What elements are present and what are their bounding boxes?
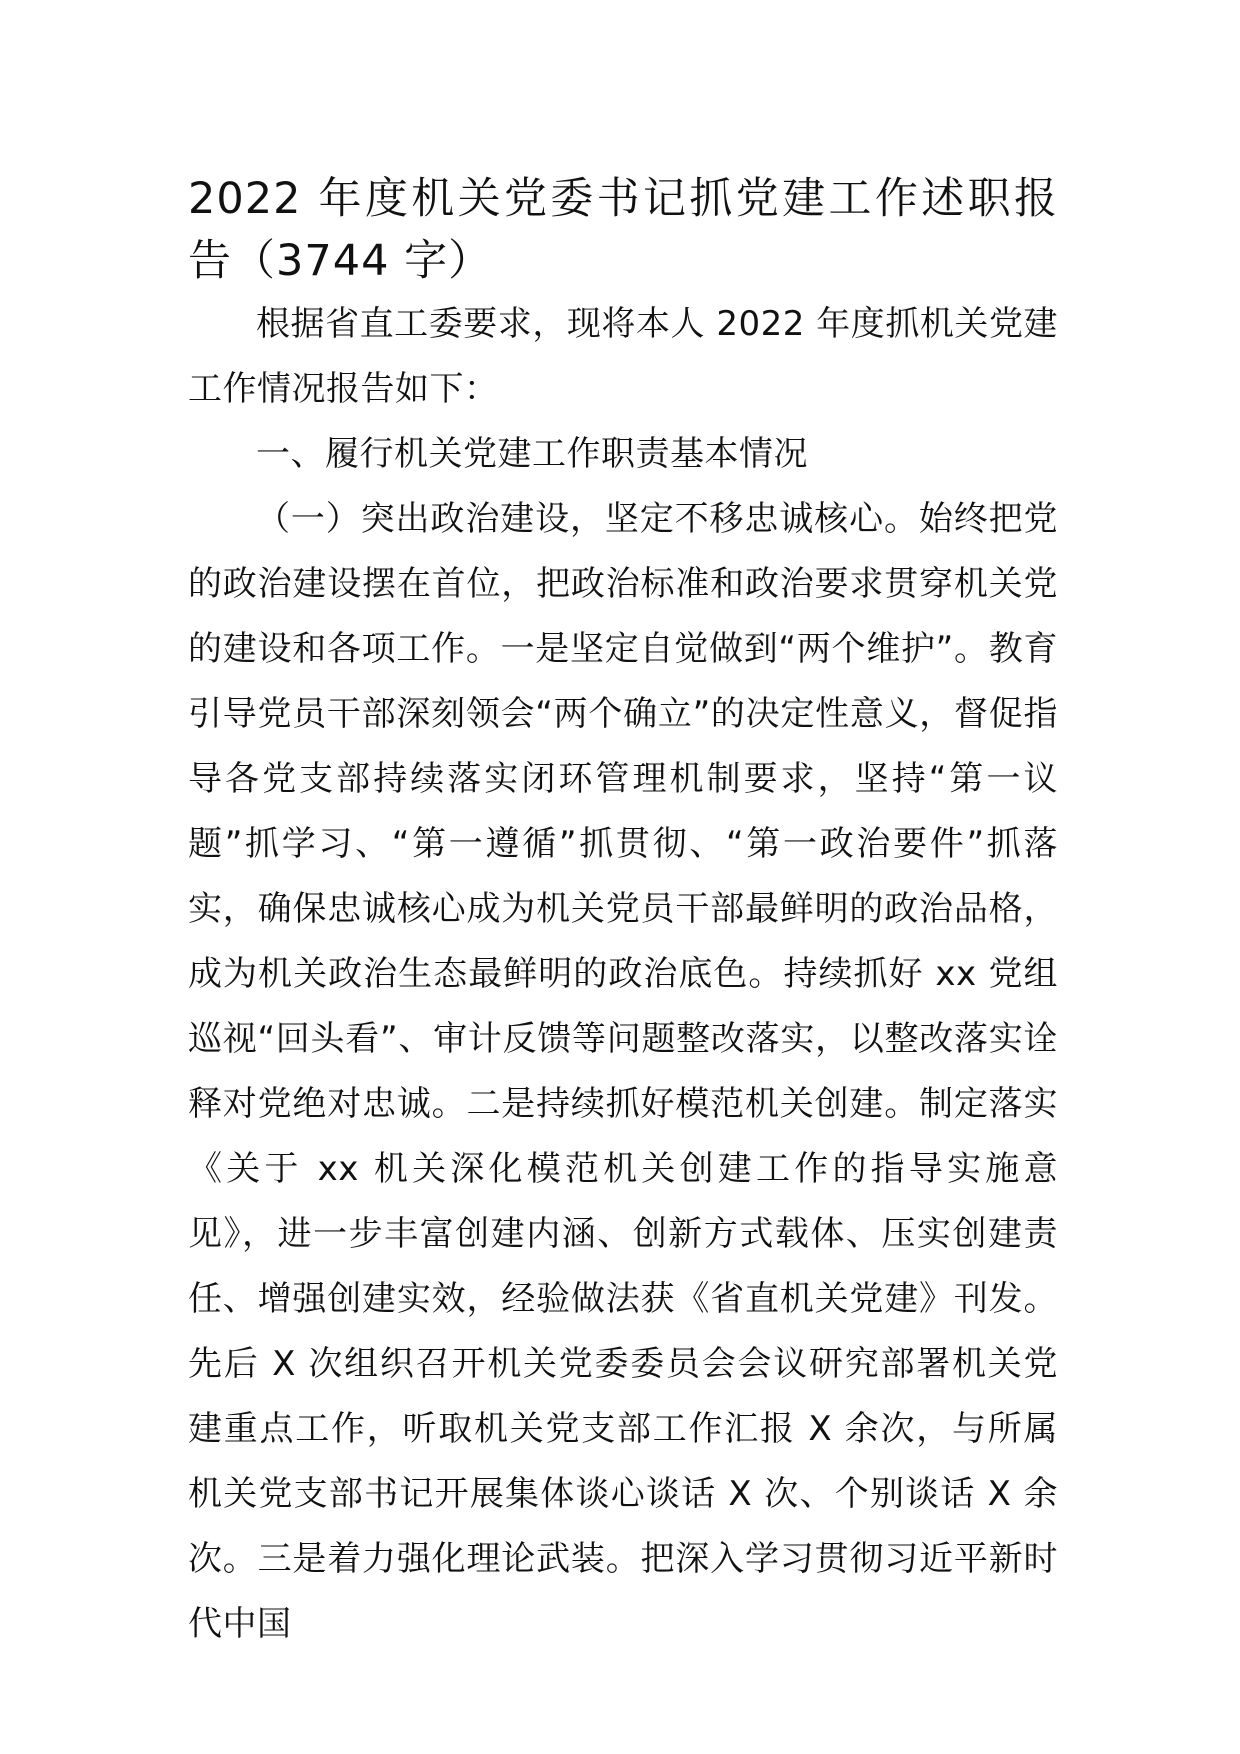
document-page <box>188 168 1058 1657</box>
intro-paragraph: 根据省直工委要求，现将本人 2022 年度抓机关党建工作情况报告如下： <box>188 304 1058 409</box>
document-title: 2022 年度机关党委书记抓党建工作述职报告（3744 字） <box>188 174 1058 286</box>
section-heading: 一、履行机关党建工作职责基本情况 <box>256 434 808 474</box>
body-paragraph: （一）突出政治建设，坚定不移忠诚核心。始终把党的政治建设摆在首位，把政治标准和政治要求贯穿机关党的建设和各项工作。一是坚定自觉做到“两个维护”。教育引导党员干部深刻领会“两个确立”的决定性意义，督促指导各党支部持续落实闭环管理机制要求，坚持“第一议题”抓学习、“第一遵循”抓贯彻、“第一政治要件”抓落实，确保忠诚核心成为机关党员干部最鲜明的政治品格，成为机关政治生态最鲜明的政治底色。持续抓好 xx 党组巡视“回头看”、审计反馈等问题整改落实，以整改落实诠释对党绝对忠诚。二是持续抓好模范机关创建。制定落实《关于 xx 机关深化模范机关创建工作的指导实施意见》，进一步丰富创建内涵、创新方式载体、压实创建责任、增强创建实效，经验做法获《省直机关党建》刊发。先后 X 次组织召开机关党委委员会会议研究部署机关党建重点工作，听取机关党支部工作汇报 X 余次，与所属机关党支部书记开展集体谈心谈话 X 次、个别谈话 X 余次。三是着力强化理论武装。把深入学习贯彻习近平新时代中国 <box>188 499 1058 1644</box>
